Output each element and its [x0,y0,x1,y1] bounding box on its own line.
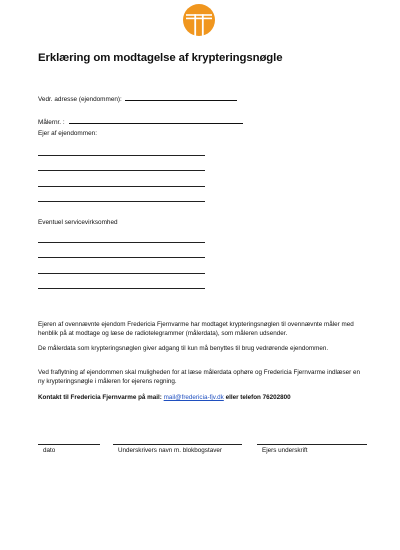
address-field[interactable] [38,94,237,103]
paragraph-text: Ved fraflytning af ejendommen skal muligheden for at læse målerdata ophøre og Fredericia Fjernvarme indlæser en ny krypteringsnøgle i måleren for ejerens regning. [38,369,361,386]
meter-number-input-line[interactable] [69,117,243,124]
owner-line-1[interactable] [38,155,205,156]
paragraph-data-usage [38,344,368,353]
paragraph-moving-out [38,368,368,386]
document-title: Erklæring om modtagelse af krypteringsnøgle [38,52,283,64]
service-business-line-1[interactable] [38,242,205,243]
owner-signature-line[interactable] [257,444,367,445]
paragraph-text: Ejeren af ovennævnte ejendom Fredericia Fjernvarme har modtaget krypteringsnøglen til ovennævnte måler med henblik på at modtage og læse de radiotelegrammer (målerdata), som måleren udsender. [38,321,354,338]
service-business-line-3[interactable] [38,273,205,274]
name-signature-line[interactable] [113,444,242,445]
company-logo-icon [183,4,215,36]
owner-line-3[interactable] [38,186,205,187]
paragraph-text: De målerdata som krypteringsnøglen giver adgang til kun må benyttes til brug vedrørende ejendommen. [38,345,329,352]
meter-number-field[interactable] [38,117,243,126]
service-business-line-4[interactable] [38,288,205,289]
contact-line [38,393,368,402]
signer-name-label: Underskrivers navn m. blokbogstaver [118,447,222,454]
address-label: Vedr. adresse (ejendommen): [38,96,122,103]
owner-signature-label: Ejers underskrift [262,447,308,454]
owner-line-4[interactable] [38,201,205,202]
address-input-line[interactable] [125,94,237,101]
meter-number-label: Målernr. : [38,119,65,126]
service-business-line-2[interactable] [38,257,205,258]
paragraph-received-key [38,320,368,338]
owner-line-2[interactable] [38,170,205,171]
date-signature-line[interactable] [38,444,100,445]
date-label: dato [43,447,56,454]
contact-prefix: Kontakt til Fredericia Fjernvarme på mail: [38,394,162,401]
service-business-label: Eventuel servicevirksomhed [38,219,118,226]
owner-label: Ejer af ejendommen: [38,130,97,137]
contact-email-link[interactable]: mail@fredericia-fjv.dk [163,394,224,401]
contact-suffix: eller telefon 76202800 [225,394,291,401]
